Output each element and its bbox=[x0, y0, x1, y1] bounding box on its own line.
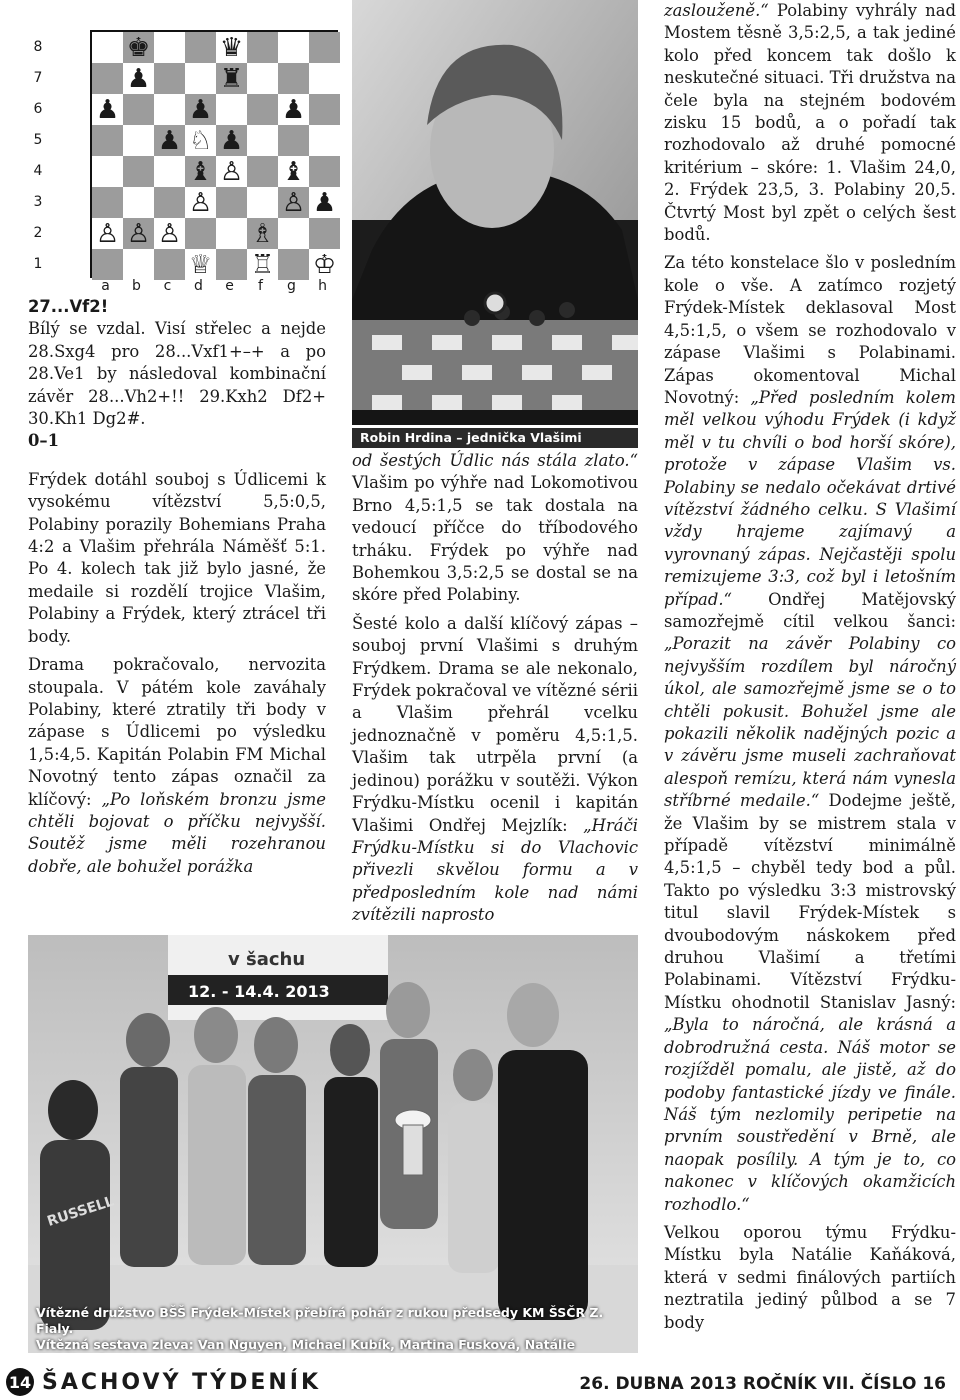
file-label: h bbox=[318, 278, 327, 294]
square-f7 bbox=[247, 63, 278, 94]
square-b5 bbox=[123, 125, 154, 156]
square-e8 bbox=[216, 32, 247, 63]
chess-piece: ♖ bbox=[250, 249, 275, 280]
chess-piece: ♙ bbox=[219, 156, 244, 187]
chess-piece: ♟ bbox=[157, 125, 182, 156]
chess-piece: ♙ bbox=[188, 187, 213, 218]
square-b6 bbox=[123, 94, 154, 125]
issue-info: 26. DUBNA 2013 ROČNÍK VII. ČÍSLO 16 bbox=[579, 1374, 946, 1394]
shirt-text: RUSSELL bbox=[45, 1193, 116, 1230]
paragraph-text: Vlašim po výhře nad Lokomotivou Brno 4,5:1,5 se tak dostala na vedoucí příčce do tříbodového trháku. Frýdek po výhře nad Bohemkou 3,5:2,5 se dostal se na skóre před Polabiny. bbox=[352, 473, 638, 605]
chess-piece: ♙ bbox=[126, 218, 151, 249]
quote: „Byla to náročná, ale krásná a dobrodružná cesta. Náš motor se rozjížděl pomalu, ale jistě, až do podoby fantastické jízdy ve finále. Náš tým nezlomily peripetie na prvním soustředění v Brně, ale naopak posílily. A tým je to, co nakonec v klíčových okamžicích rozhodlo.“ bbox=[664, 1015, 956, 1214]
square-a8 bbox=[92, 32, 123, 63]
square-g8 bbox=[278, 32, 309, 63]
square-f5 bbox=[247, 125, 278, 156]
square-e1 bbox=[216, 249, 247, 280]
square-b1 bbox=[123, 249, 154, 280]
file-label: b bbox=[132, 278, 141, 294]
square-f3 bbox=[247, 187, 278, 218]
square-h1 bbox=[309, 249, 340, 280]
paragraph-text: Dodejme ještě, že Vlašim by se mistrem stala v případě vítězství minimálně 4,5:1,5 – chyběl tedy bod a půl. Takto po výsledku 3:3 mistrovský titul slavil Frýdek-Místek s dvoubodovým náskokem před druhou Vlašimí a třetími Polabinami. Vítězství Frýdku-Místku ohodnotil Stanislav Jasný: bbox=[664, 791, 956, 1012]
paragraph bbox=[352, 450, 638, 607]
file-labels bbox=[90, 278, 338, 298]
rank-label: 1 bbox=[33, 256, 43, 272]
paragraph-text: Polabiny vyhrály nad Mostem těsně 3,5:2,5, a tak jediné kolo před koncem tak došlo k neskutečné situaci. Tři družstva na čele byla na stejném bodovém zisku 15 bodů, a o pořadí tak rozhodovalo až druhé pomocné kritérium – skóre: 1. Vlašim 24,0, 2. Frýdek 23,5, 3. Polabiny 20,5. Čtvrtý Most byl zpět o celých šest bodů. bbox=[664, 1, 956, 245]
square-c8 bbox=[154, 32, 185, 63]
quote: od šestých Údlic nás stála zlato.“ bbox=[352, 451, 638, 470]
chess-piece: ♜ bbox=[219, 63, 244, 94]
paragraph bbox=[352, 613, 638, 927]
file-label: c bbox=[163, 278, 172, 294]
square-g5 bbox=[278, 125, 309, 156]
square-d1 bbox=[185, 249, 216, 280]
chess-piece: ♙ bbox=[95, 218, 120, 249]
square-c7 bbox=[154, 63, 185, 94]
square-a7 bbox=[92, 63, 123, 94]
paragraph-text: Drama pokračovalo, nervozita stoupala. V pátém kole zaváhaly Polabiny, které ztratily tři body v zápase s Údlicemi po výsledku 1,5:4,5. Kapitán Polabin FM Michal Novotný tento zápas označil za klíčový: bbox=[28, 655, 326, 809]
photo-team-ceremony bbox=[28, 935, 638, 1353]
square-d5 bbox=[185, 125, 216, 156]
chess-piece: ♟ bbox=[126, 63, 151, 94]
key-move: 27...Vf2! bbox=[28, 297, 109, 316]
square-d6 bbox=[185, 94, 216, 125]
square-h7 bbox=[309, 63, 340, 94]
page-number: 14 bbox=[6, 1368, 34, 1396]
square-a4 bbox=[92, 156, 123, 187]
square-c6 bbox=[154, 94, 185, 125]
paragraph-text: Ondřej Matějovský samozřejmě cítil velkou šanci: bbox=[664, 589, 956, 631]
square-c4 bbox=[154, 156, 185, 187]
paragraph-text: Za této konstelace šlo v posledním kole o vše. A zatímco rozjetý Frýdek-Místek deklasoval Most 4,5:1,5, o všem se rozhodovalo v zápase Vlašimi s Polabinami. Zápas okomentoval Michal Novotný: bbox=[664, 253, 956, 407]
chess-piece: ♟ bbox=[312, 187, 337, 218]
chess-piece: ♗ bbox=[250, 218, 275, 249]
caption-line: Vítězné družstvo BŠŠ Frýdek-Místek přebírá pohár z rukou předsedy KM ŠSČR Z. Fialy. bbox=[36, 1305, 604, 1336]
square-h4 bbox=[309, 156, 340, 187]
square-b3 bbox=[123, 187, 154, 218]
quote: „Před posledním kolem měl velkou výhodu Frýdek (i když měl v tu chvíli o bod horší skóre), protože v zápase Vlašim vs. Polabiny se nedalo očekávat drtivé vítězství žádného celku. S Vlašimí vždy hrajeme zajímavý a vyrovnaný zápas. Nejčastěji spolu remizujeme 3:3, což byl i letošním případ.“ bbox=[664, 387, 956, 609]
square-h5 bbox=[309, 125, 340, 156]
rank-label: 7 bbox=[33, 70, 43, 86]
quote: zaslouženě.“ bbox=[664, 1, 769, 20]
game-result: 0–1 bbox=[28, 431, 60, 451]
square-b2 bbox=[123, 218, 154, 249]
square-g6 bbox=[278, 94, 309, 125]
square-e6 bbox=[216, 94, 247, 125]
square-h2 bbox=[309, 218, 340, 249]
banner-word: v šachu bbox=[228, 949, 306, 970]
square-b7 bbox=[123, 63, 154, 94]
square-d2 bbox=[185, 218, 216, 249]
square-h3 bbox=[309, 187, 340, 218]
quote: „Po loňském bronzu jsme chtěli bojovat o příčku nejvyšší. Soutěž jsme měli rozehranou dobře, ale bohužel porážka bbox=[28, 789, 326, 876]
photo-caption: Robin Hrdina – jednička Vlašimi bbox=[352, 428, 638, 448]
square-f1 bbox=[247, 249, 278, 280]
square-f6 bbox=[247, 94, 278, 125]
square-e5 bbox=[216, 125, 247, 156]
square-g7 bbox=[278, 63, 309, 94]
square-b8 bbox=[123, 32, 154, 63]
rank-label: 4 bbox=[33, 163, 43, 179]
paragraph: Velkou oporou týmu Frýdku-Místku byla Natálie Kaňáková, která v sedmi finálových partiích neztratila jediný půlbod a se 7 body bbox=[664, 1222, 956, 1332]
square-h6 bbox=[309, 94, 340, 125]
square-a6 bbox=[92, 94, 123, 125]
chess-piece: ♔ bbox=[312, 249, 337, 280]
square-f4 bbox=[247, 156, 278, 187]
column-2 bbox=[352, 450, 638, 933]
move-annotation bbox=[28, 296, 326, 453]
square-g4 bbox=[278, 156, 309, 187]
column-1 bbox=[28, 296, 326, 884]
square-g1 bbox=[278, 249, 309, 280]
chess-piece: ♟ bbox=[95, 94, 120, 125]
paragraph bbox=[664, 0, 956, 246]
chess-diagram bbox=[28, 30, 337, 294]
paragraph: Frýdek dotáhl souboj s Údlicemi k vysokému vítězství 5,5:0,5, Polabiny porazily Bohemians Praha 4:2 a Vlašim přehrála Náměšť 5:1. Po 4. kolech tak již bylo jasné, že medaile si rozdělí trojice Vlašim, Polabiny a Frýdek, který ztrácel tři body. bbox=[28, 469, 326, 646]
file-label: g bbox=[287, 278, 296, 294]
square-e2 bbox=[216, 218, 247, 249]
square-d7 bbox=[185, 63, 216, 94]
chess-piece: ♙ bbox=[157, 218, 182, 249]
square-b4 bbox=[123, 156, 154, 187]
chess-piece: ♝ bbox=[281, 156, 306, 187]
paragraph bbox=[28, 654, 326, 878]
paragraph bbox=[664, 252, 956, 1215]
file-label: a bbox=[101, 278, 110, 294]
square-f8 bbox=[247, 32, 278, 63]
square-c2 bbox=[154, 218, 185, 249]
square-d8 bbox=[185, 32, 216, 63]
photo-caption-team bbox=[28, 1305, 638, 1353]
rank-label: 2 bbox=[33, 225, 43, 241]
portrait-image bbox=[352, 0, 638, 425]
square-a3 bbox=[92, 187, 123, 218]
square-e3 bbox=[216, 187, 247, 218]
chess-piece: ♚ bbox=[126, 32, 151, 63]
square-g3 bbox=[278, 187, 309, 218]
square-e4 bbox=[216, 156, 247, 187]
rank-label: 8 bbox=[33, 39, 43, 55]
column-3 bbox=[664, 0, 956, 1340]
file-label: e bbox=[225, 278, 234, 294]
magazine-title: ŠACHOVÝ TÝDENÍK bbox=[42, 1370, 322, 1395]
rank-label: 3 bbox=[33, 194, 43, 210]
square-a5 bbox=[92, 125, 123, 156]
banner-date: 12. - 14.4. 2013 bbox=[188, 982, 330, 1001]
chess-piece: ♝ bbox=[188, 156, 213, 187]
caption-line: Vítězná sestava zleva: Van Nguyen, Michael Kubík, Martina Fusková, Natálie bbox=[36, 1337, 576, 1352]
annotation-text: Bílý se vzdal. Visí střelec a nejde 28.Sxg4 pro 28...Vxf1+–+ a po 28.Ve1 by následoval kombinační závěr 28...Vh2+!! 29.Kxh2 Df2+ 30.Kh1 Dg2#. bbox=[28, 319, 326, 429]
chess-piece: ♕ bbox=[188, 249, 213, 280]
ceremony-image bbox=[28, 935, 638, 1353]
file-label: f bbox=[258, 278, 263, 294]
quote: „Hráči Frýdku-Místku si do Vlachovic přivezli skvělou formu a v předposledním kole nad námi zvítězili naprosto bbox=[352, 815, 638, 925]
square-g2 bbox=[278, 218, 309, 249]
square-c3 bbox=[154, 187, 185, 218]
chess-piece: ♟ bbox=[188, 94, 213, 125]
paragraph-text: Šesté kolo a další klíčový zápas – souboj první Vlašimi s druhým Frýdkem. Drama se ale nekonalo, Frýdek pokračoval ve vítězné sérii a Vlašim přehrál vcelku jednoznačně v poměru 4,5:1,5. Vlašim tak utrpěla první (a jedinou) porážku v soutěži. Výkon Frýdku-Místku ocenil i kapitán Vlašimi Ondřej Mejzlík: bbox=[352, 613, 638, 835]
chess-piece: ♟ bbox=[219, 125, 244, 156]
chess-board bbox=[90, 30, 338, 278]
chess-piece: ♟ bbox=[281, 94, 306, 125]
square-h8 bbox=[309, 32, 340, 63]
square-e7 bbox=[216, 63, 247, 94]
rank-label: 5 bbox=[33, 132, 43, 148]
photo-player-portrait bbox=[352, 0, 638, 425]
file-label: d bbox=[194, 278, 203, 294]
square-a2 bbox=[92, 218, 123, 249]
square-a1 bbox=[92, 249, 123, 280]
chess-piece: ♛ bbox=[219, 32, 244, 63]
square-d3 bbox=[185, 187, 216, 218]
chess-piece: ♘ bbox=[188, 125, 213, 156]
square-f2 bbox=[247, 218, 278, 249]
square-d4 bbox=[185, 156, 216, 187]
page-footer bbox=[0, 1368, 960, 1400]
quote: „Porazit na závěr Polabiny co nejvyšším rozdílem byl náročný úkol, ale samozřejmě jsme se o to chtěli pokusit. Bohužel jsme ale pokazili několik nadějných pozic a v závěru jsme museli zachraňovat alespoň remízu, která nám vynesla stříbrné medaile.“ bbox=[664, 634, 956, 811]
chess-piece: ♙ bbox=[281, 187, 306, 218]
rank-label: 6 bbox=[33, 101, 43, 117]
square-c5 bbox=[154, 125, 185, 156]
square-c1 bbox=[154, 249, 185, 280]
